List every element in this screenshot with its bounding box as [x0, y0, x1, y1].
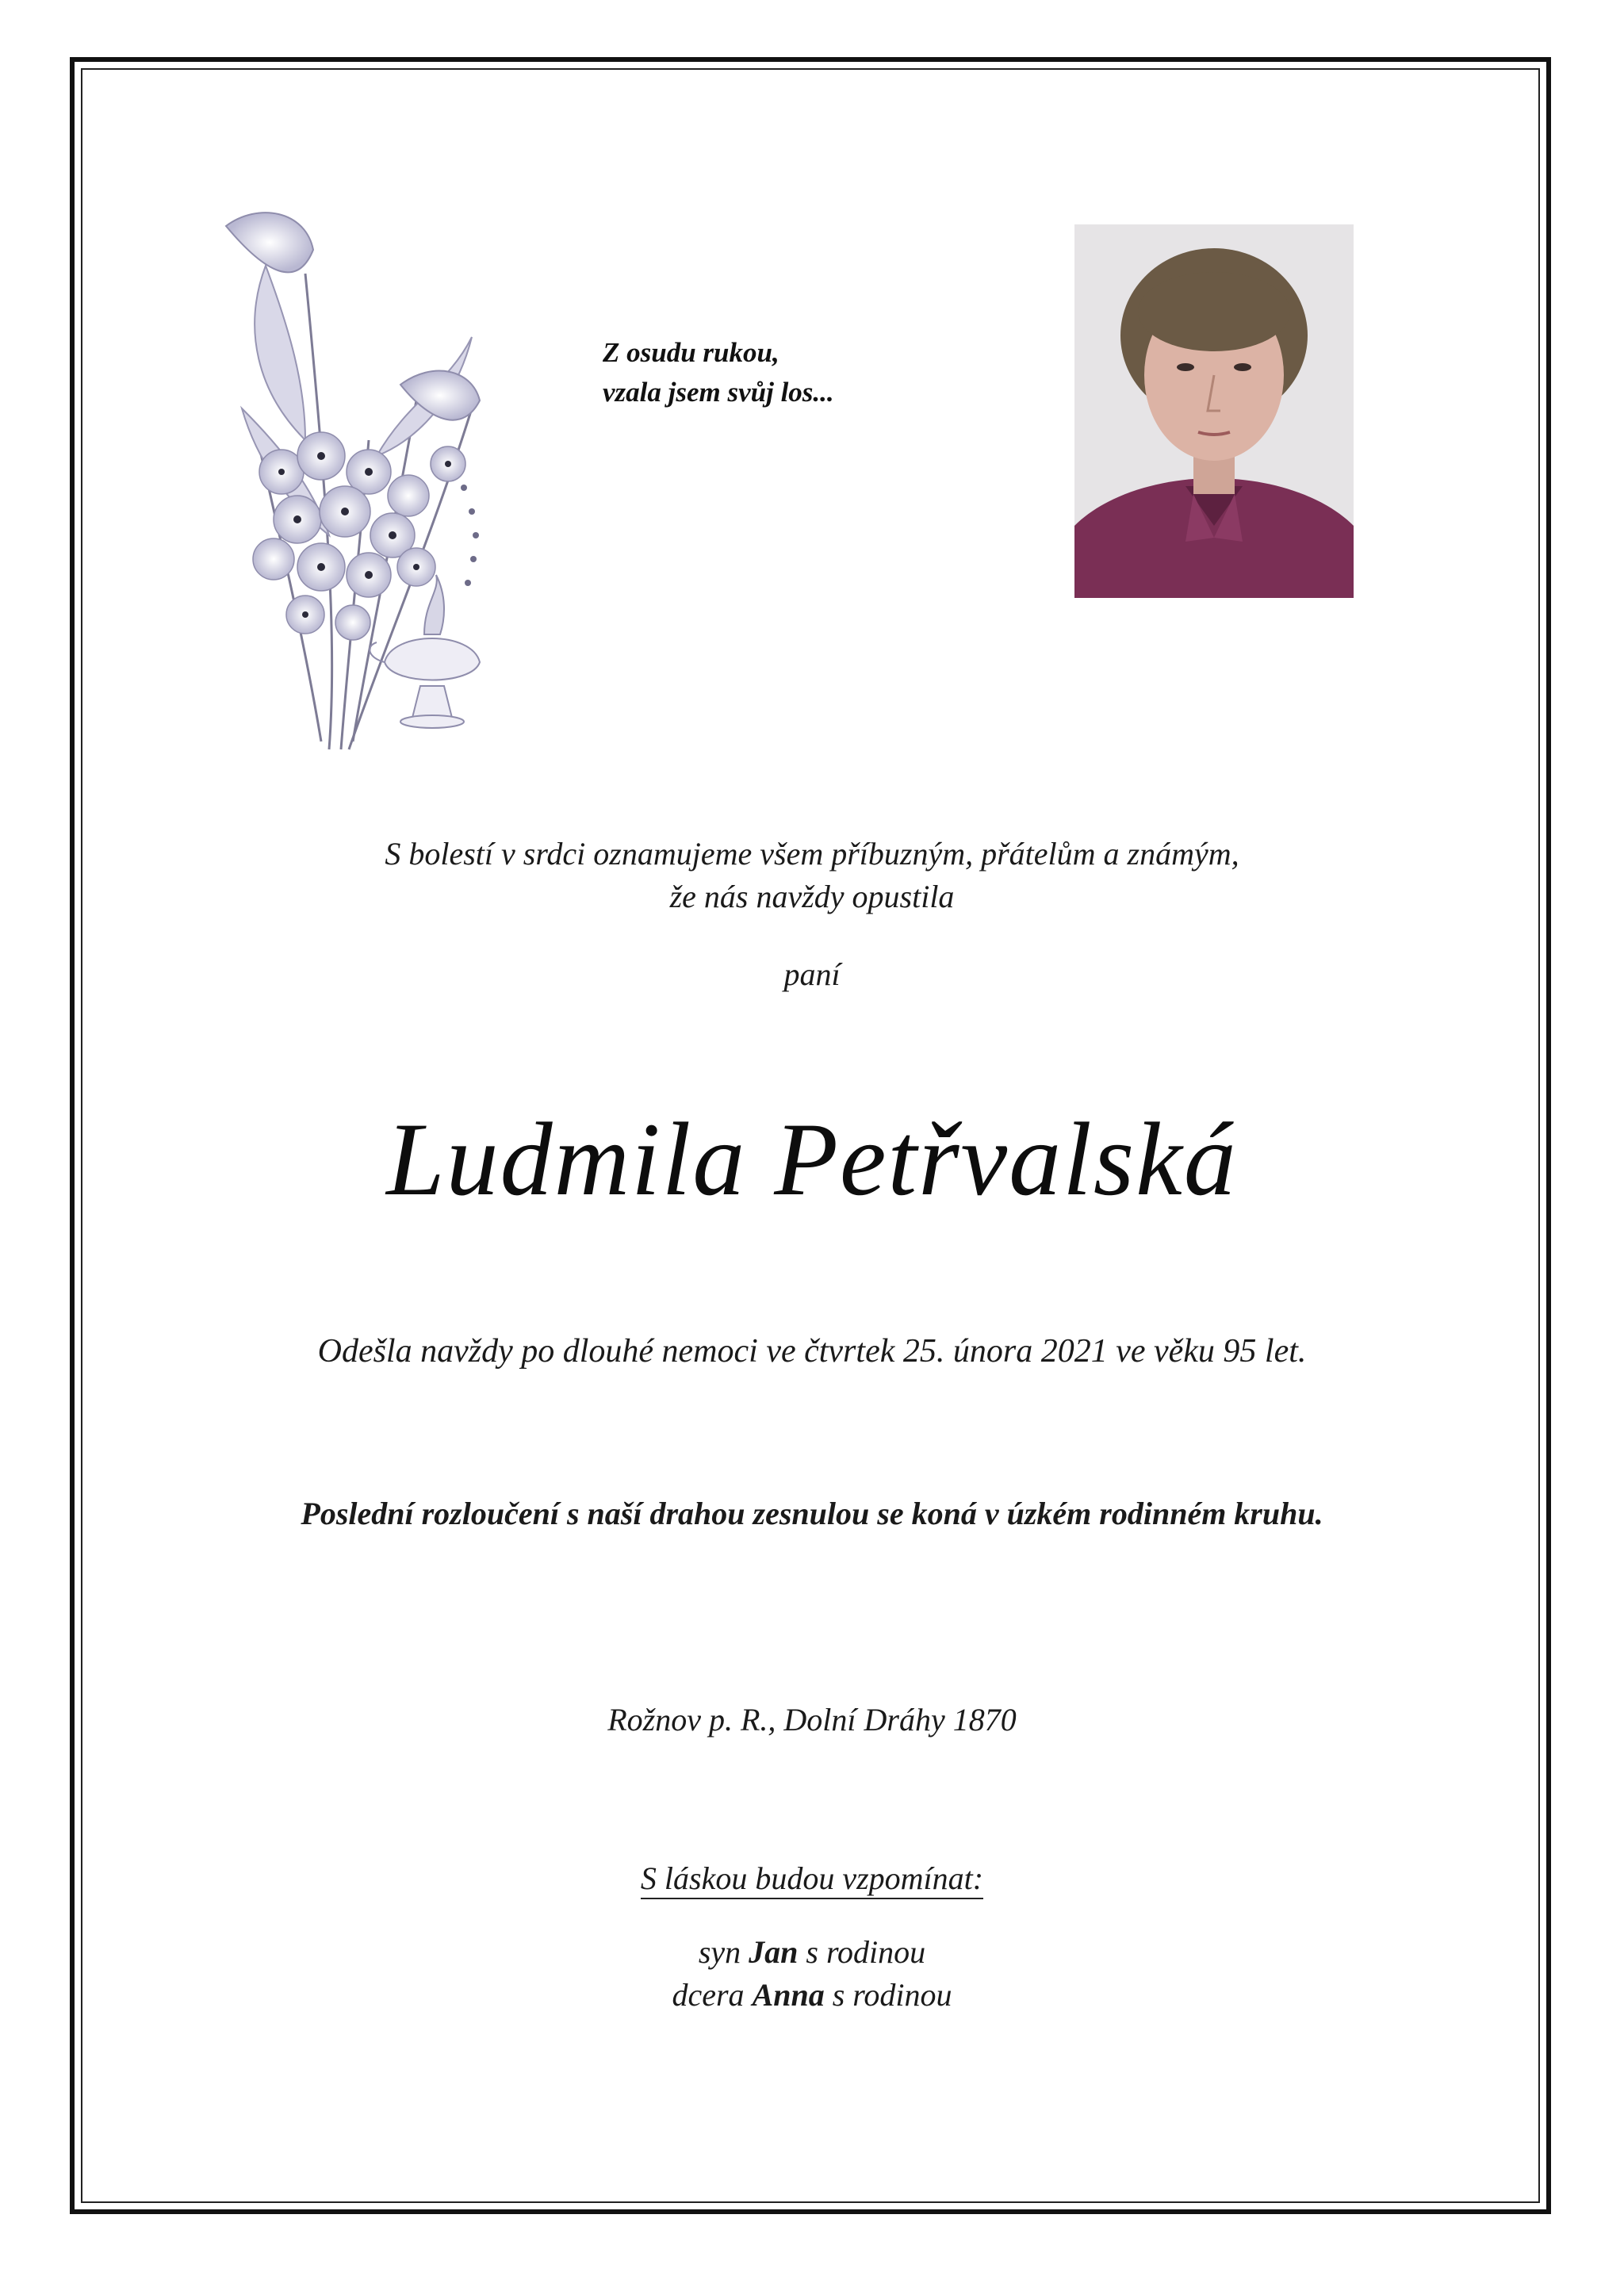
mourner-item: [0, 1931, 1624, 1974]
mourner-suffix: s rodinou: [832, 1977, 952, 2013]
mourner-item: [0, 1974, 1624, 2017]
mourners-list: [0, 1931, 1624, 2017]
motto-line-1: Z osudu rukou,: [603, 337, 779, 368]
motto: [603, 333, 920, 412]
address: Rožnov p. R., Dolní Dráhy 1870: [607, 1702, 1017, 1738]
announcement-line-2: že nás navždy opustila: [669, 879, 955, 914]
farewell-notice: Poslední rozloučení s naší drahou zesnulou se koná v úzkém rodinném kruhu.: [301, 1496, 1323, 1531]
title-word: paní: [783, 956, 841, 992]
lily-bouquet-icon: [210, 202, 551, 773]
announcement: [0, 833, 1624, 918]
deceased-name: Ludmila Petřvalská: [386, 1101, 1238, 1217]
mourner-prefix: syn: [698, 1934, 741, 1970]
portrait-image: [1074, 224, 1354, 598]
mourners-heading: [0, 1860, 1624, 1897]
announcement-line-1: S bolestí v srdci oznamujeme všem příbuzným, přátelům a známým,: [385, 836, 1239, 872]
motto-line-2: vzala jsem svůj los...: [603, 377, 834, 408]
mourner-prefix: dcera: [672, 1977, 745, 2013]
mourner-suffix: s rodinou: [806, 1934, 926, 1970]
portrait-photo: [1074, 224, 1354, 598]
mourners-heading-text: S láskou budou vzpomínat:: [641, 1860, 983, 1899]
mourner-name: Jan: [749, 1934, 799, 1970]
death-notice: Odešla navždy po dlouhé nemoci ve čtvrtek 25. února 2021 ve věku 95 let.: [317, 1333, 1307, 1370]
mourner-name: Anna: [752, 1977, 825, 2013]
